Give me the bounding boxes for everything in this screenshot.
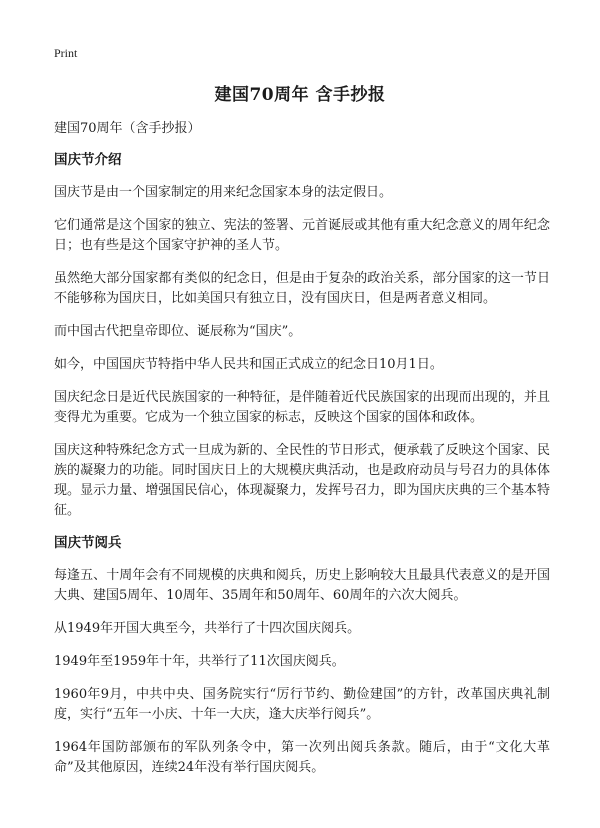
section-intro <box>54 151 550 521</box>
print-link[interactable]: Print <box>54 46 78 60</box>
page-title: 建国70周年 含手抄报 <box>214 85 386 105</box>
paragraph: 国庆纪念日是近代民族国家的一种特征，是伴随着近代民族国家的出现而出现的，并且变得尤为重要。它成为一个独立国家的标志，反映这个国家的国体和政体。 <box>54 390 550 425</box>
paragraph: 国庆这种特殊纪念方式一旦成为新的、全民性的节日形式，便承载了反映这个国家、民族的凝聚力的功能。同时国庆日上的大规模庆典活动，也是政府动员与号召力的具体体现。显示力量、增强国民信心，体现凝聚力，发挥号召力，即为国庆庆典的三个基本特征。 <box>54 443 550 518</box>
paragraph: 1960年9月，中共中央、国务院实行“厉行节约、勤俭建国”的方针，改革国庆典礼制度，实行“五年一小庆、十年一大庆，逢大庆举行阅兵”。 <box>54 687 550 722</box>
paragraph: 1949年至1959年十年，共举行了11次国庆阅兵。 <box>54 654 345 669</box>
paragraph: 每逢五、十周年会有不同规模的庆典和阅兵，历史上影响较大且最具代表意义的是开国大典、建国5周年、10周年、35周年和50周年、60周年的六次大阅兵。 <box>54 568 550 603</box>
article-subtitle: 建国70周年（含手抄报） <box>54 121 201 136</box>
paragraph: 虽然绝大部分国家都有类似的纪念日，但是由于复杂的政治关系，部分国家的这一节日不能够称为国庆日，比如美国只有独立日，没有国庆日，但是两者意义相同。 <box>54 271 550 306</box>
paragraph: 从1949年开国大典至今，共举行了十四次国庆阅兵。 <box>54 621 361 636</box>
paragraph: 如今，中国国庆节特指中华人民共和国正式成立的纪念日10月1日。 <box>54 357 443 372</box>
article-body <box>54 120 550 791</box>
section-parade <box>54 534 550 778</box>
section-heading: 国庆节阅兵 <box>54 535 122 551</box>
paragraph: 国庆节是由一个国家制定的用来纪念国家本身的法定假日。 <box>54 185 393 200</box>
paragraph: 而中国古代把皇帝即位、诞辰称为“国庆”。 <box>54 324 302 339</box>
paragraph: 1964年国防部颁布的军队列条令中，第一次列出阅兵条款。随后，由于“文化大革命”及其他原因，连续24年没有举行国庆阅兵。 <box>54 740 550 775</box>
paragraph: 它们通常是这个国家的独立、宪法的签署、元首诞辰或其他有重大纪念意义的周年纪念日；也有些是这个国家守护神的圣人节。 <box>54 218 550 253</box>
section-heading: 国庆节介绍 <box>54 152 122 168</box>
